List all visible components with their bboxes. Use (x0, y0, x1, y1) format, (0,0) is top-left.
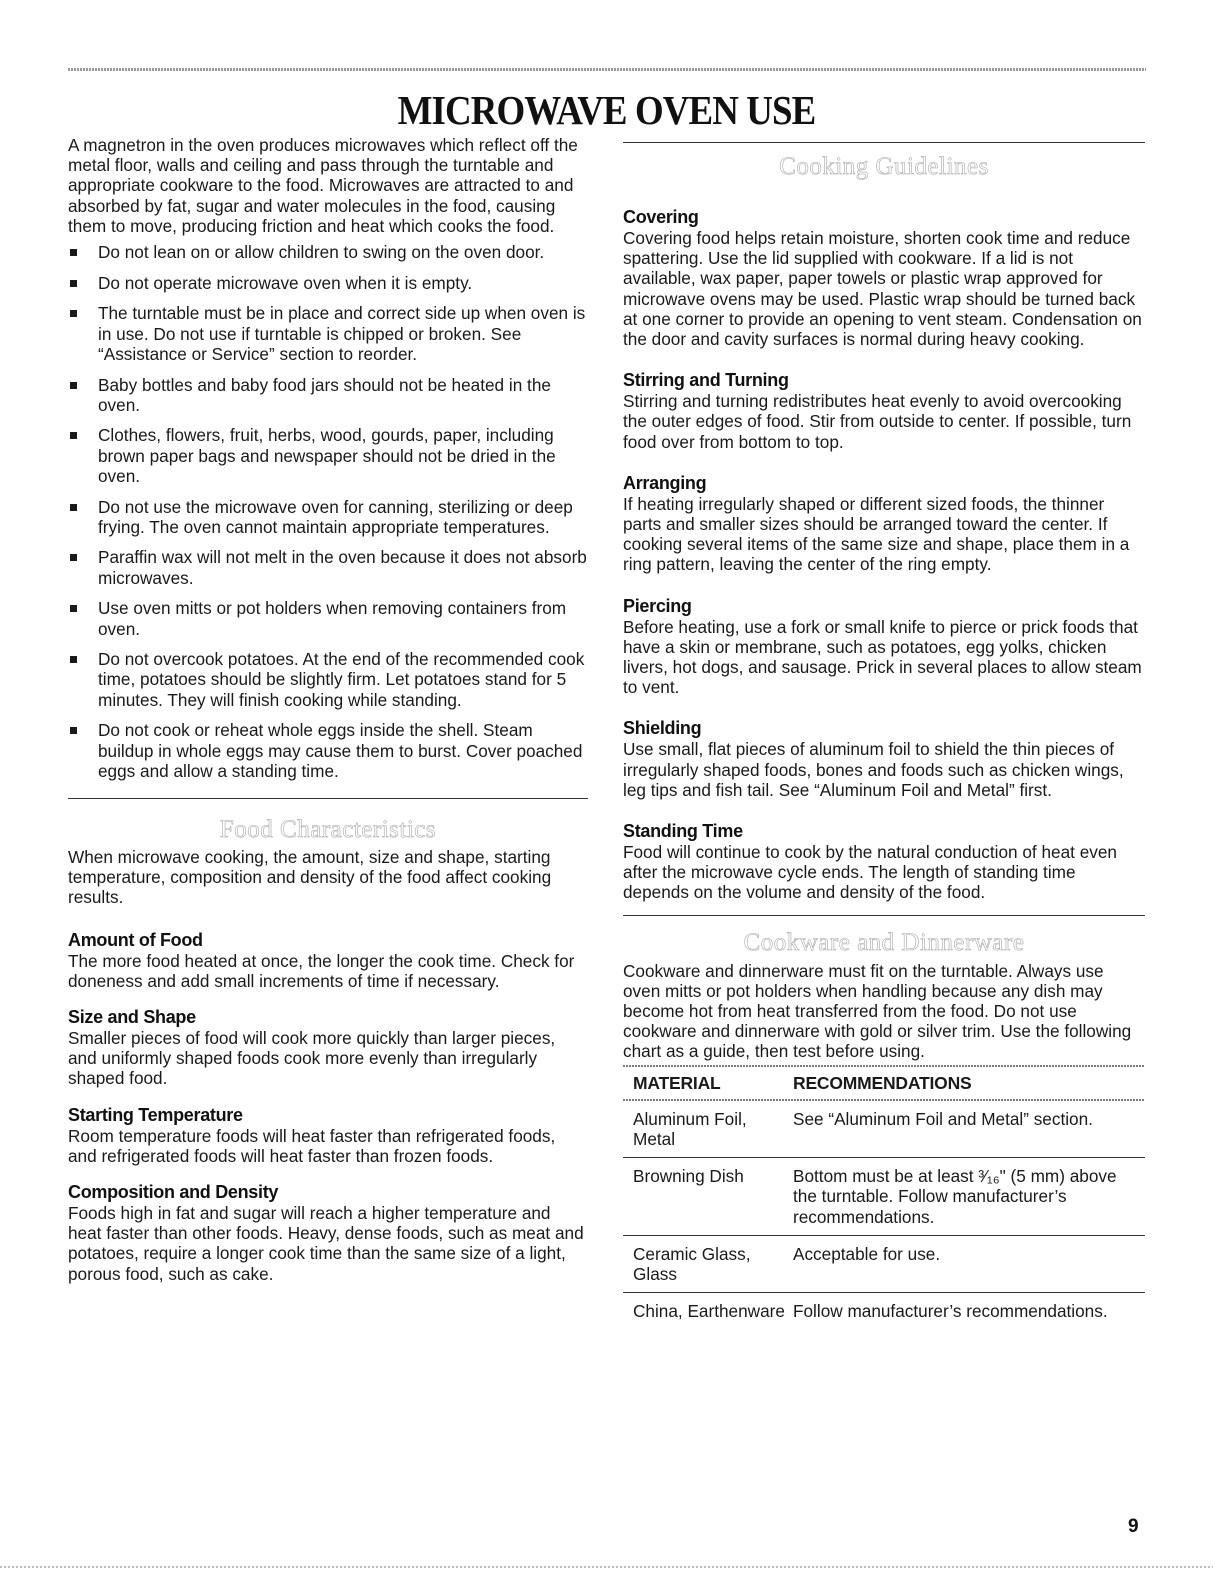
table-row (623, 1293, 1145, 1329)
list-item: Clothes, flowers, fruit, herbs, wood, gourds, paper, including brown paper bags and newspaper should not be dried in the oven. (68, 425, 588, 486)
list-item: Paraffin wax will not melt in the oven because it does not absorb microwaves. (68, 547, 588, 587)
table-row (623, 1158, 1145, 1235)
bullet-square-icon (70, 432, 77, 439)
list-item: Use oven mitts or pot holders when removing containers from oven. (68, 598, 588, 638)
safety-bullet-list (68, 242, 588, 781)
table-cell-recommendation: Follow manufacturer’s recommendations. (793, 1301, 1108, 1322)
table-cell-material: Aluminum Foil, Metal (633, 1108, 747, 1149)
table-header-material: MATERIAL (633, 1072, 721, 1093)
cookware-table (623, 1065, 1145, 1330)
food-characteristics-title: Food Characteristics (219, 815, 437, 843)
section-divider (623, 142, 1145, 143)
right-column (623, 142, 1145, 1329)
subsection-text: Room temperature foods will heat faster than refrigerated foods, and refrigerated foods will heat faster than frozen foods. (68, 1125, 556, 1166)
subsection-text: Before heating, use a fork or small knife to pierce or prick foods that have a skin or membrane, such as potatoes, egg yolks, chicken livers, hot dogs, and sausage. Prick in several places to allow steam to vent. (623, 616, 1142, 698)
subsection-starting-temperature (68, 1104, 588, 1166)
table-cell-recommendation: Bottom must be at least ³⁄₁₆" (5 mm) above the turntable. Follow manufacturer’s recommendations. (793, 1166, 1117, 1227)
table-cell-material: Browning Dish (633, 1166, 744, 1187)
subsection-text: Foods high in fat and sugar will reach a higher temperature and heat faster than other foods. Heavy, dense foods, such as meat and potatoes, require a longer cook time than the same size of a light, porous food, such as cake. (68, 1203, 584, 1284)
page-title: MICROWAVE OVEN USE (397, 87, 816, 133)
subsection-stirring-and-turning (623, 369, 1145, 452)
table-cell-material: Ceramic Glass, Glass (633, 1243, 751, 1284)
subsection-amount-of-food (68, 929, 588, 991)
list-item: Do not use the microwave oven for canning, sterilizing or deep frying. The oven cannot maintain appropriate temperatures. (68, 497, 588, 537)
bullet-square-icon (70, 605, 77, 612)
subsection-size-and-shape (68, 1006, 588, 1089)
subsection-shielding (623, 717, 1145, 800)
subsection-heading: Size and Shape (68, 1007, 196, 1027)
bullet-square-icon (70, 249, 77, 256)
subsection-text: Covering food helps retain moisture, shorten cook time and reduce spattering. Use the lid supplied with cookware. If a lid is not available, wax paper, paper towels or plastic wrap approved for microwave ovens may be used. Plastic wrap should be turned back at one corner to provide an opening to vent steam. Condensation on the door and cavity surfaces is normal during heavy cooking. (623, 228, 1142, 350)
subsection-heading: Amount of Food (68, 929, 203, 950)
subsection-text: If heating irregularly shaped or different sized foods, the thinner parts and smaller sizes should be arranged toward the center. If cooking several items of the same size and shape, place them in a ring pattern, leaving the center of the ring empty. (623, 493, 1130, 575)
subsection-covering (623, 206, 1145, 349)
cookware-intro: Cookware and dinnerware must fit on the turntable. Always use oven mitts or pot holders when handling because any dish may become hot from heat transferred from the food. Do not use cookware and dinnerware with gold or silver trim. Use the following chart as a guide, then test before using. (623, 960, 1132, 1062)
table-row (623, 1101, 1145, 1157)
bullet-square-icon (70, 382, 77, 389)
left-column (68, 135, 588, 1284)
section-divider (68, 798, 588, 799)
bottom-dotted-rule (0, 1566, 1213, 1568)
subsection-composition-and-density (68, 1181, 588, 1284)
bullet-square-icon (70, 504, 77, 511)
bullet-square-icon (70, 727, 77, 734)
subsection-heading: Standing Time (623, 821, 743, 842)
cookware-title: Cookware and Dinnerware (743, 928, 1025, 956)
bullet-square-icon (70, 554, 77, 561)
list-item: Do not operate microwave oven when it is empty. (68, 273, 588, 293)
list-item: Do not overcook potatoes. At the end of the recommended cook time, potatoes should be slightly firm. Let potatoes stand for 5 minutes. They will finish cooking while standing. (68, 649, 588, 710)
subsection-arranging (623, 472, 1145, 575)
food-characteristics-intro: When microwave cooking, the amount, size and shape, starting temperature, composition and density of the food affect cooking results. (68, 846, 552, 908)
subsection-heading: Shielding (623, 718, 702, 739)
list-item: Baby bottles and baby food jars should not be heated in the oven. (68, 375, 588, 415)
cooking-guidelines-title: Cooking Guidelines (779, 153, 989, 180)
subsection-heading: Starting Temperature (68, 1104, 243, 1125)
bullet-square-icon (70, 310, 77, 317)
subsection-heading: Stirring and Turning (623, 370, 789, 391)
subsection-heading: Arranging (623, 472, 707, 493)
subsection-piercing (623, 595, 1145, 698)
table-header-recommendations: RECOMMENDATIONS (793, 1072, 972, 1093)
intro-paragraph: A magnetron in the oven produces microwaves which reflect off the metal floor, walls and ceiling and pass through the turntable and appropriate cookware to the food. Microwaves are attracted to and absorbed by fat, sugar and water molecules in the food, causing them to move, producing friction and heat which cooks the food. (68, 135, 578, 236)
page-number: 9 (1128, 1516, 1139, 1537)
table-cell-recommendation: Acceptable for use. (793, 1243, 941, 1264)
subsection-heading: Composition and Density (68, 1182, 279, 1203)
bullet-square-icon (70, 656, 77, 663)
table-header-row (623, 1067, 1145, 1099)
table-cell-recommendation: See “Aluminum Foil and Metal” section. (793, 1108, 1093, 1129)
table-row (623, 1236, 1145, 1292)
subsection-text: Smaller pieces of food will cook more quickly than larger pieces, and uniformly shaped foods cook more evenly than irregularly shaped food. (68, 1028, 556, 1089)
subsection-text: Food will continue to cook by the natural conduction of heat even after the microwave cycle ends. The length of standing time depends on the volume and density of the food. (623, 842, 1117, 903)
list-item: The turntable must be in place and correct side up when oven is in use. Do not use if turntable is chipped or broken. See “Assistance or Service” section to reorder. (68, 303, 588, 364)
subsection-heading: Piercing (623, 595, 692, 616)
table-cell-material: China, Earthenware (633, 1301, 785, 1322)
list-item: Do not lean on or allow children to swing on the oven door. (68, 242, 588, 262)
subsection-text: Stirring and turning redistributes heat evenly to avoid overcooking the outer edges of food. Stir from outside to center. If possible, turn food over from bottom to top. (623, 391, 1132, 452)
subsection-text: Use small, flat pieces of aluminum foil to shield the thin pieces of irregularly shaped foods, bones and foods such as chicken wings, leg tips and fish tail. See “Aluminum Foil and Metal” first. (623, 739, 1124, 800)
subsection-standing-time (623, 820, 1145, 903)
section-divider (623, 915, 1145, 916)
subsection-heading: Covering (623, 207, 699, 227)
list-item: Do not cook or reheat whole eggs inside the shell. Steam buildup in whole eggs may cause them to burst. Cover poached eggs and allow a standing time. (68, 720, 588, 781)
subsection-text: The more food heated at once, the longer the cook time. Check for doneness and add small increments of time if necessary. (68, 950, 575, 991)
bullet-square-icon (70, 280, 77, 287)
top-dotted-rule (68, 68, 1146, 71)
